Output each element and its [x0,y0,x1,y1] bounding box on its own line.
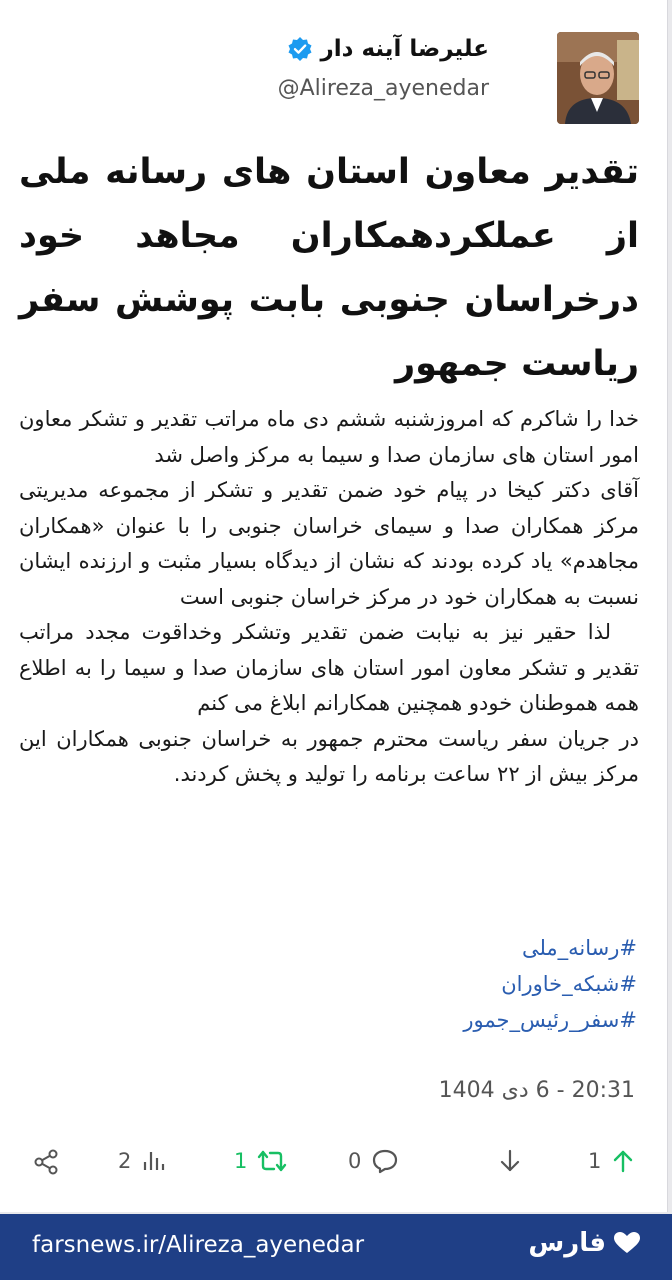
body-paragraph: لذا حقیر نیز به نیابت ضمن تقدیر وتشکر وخداقوت مجدد مراتب تقدیر و تشکر معاون امور استان های سازمان صدا و سیما را به اطلاع همه هموطنان خودو همچنین همکارانم ابلاغ می کنم [19,620,639,715]
reply-button[interactable] [348,1148,399,1174]
hashtag-list [77,930,637,1038]
action-bar [0,1140,668,1192]
author-name-row [287,36,489,62]
retweet-icon [257,1148,287,1174]
views-button[interactable] [118,1148,167,1174]
share-icon [32,1148,60,1176]
reply-count: 0 [348,1149,362,1173]
fars-logo [528,1228,642,1258]
source-footer [0,1214,672,1280]
retweet-count: 1 [234,1149,248,1173]
upvote-button[interactable] [588,1148,635,1174]
hashtag-link[interactable]: #رسانه_ملی [521,936,637,960]
author-handle[interactable]: @Alireza_ayenedar [277,76,489,101]
author-name[interactable]: علیرضا آینه دار [320,36,489,62]
hashtag-link[interactable]: #سفر_رئیس_جمور [463,1008,637,1032]
arrow-down-icon [498,1148,522,1174]
post-title: تقدیر معاون استان های رسانه ملی از عملکردهمکاران مجاهد خود درخراسان جنوبی بابت پوشش سفر ریاست جمهور [19,152,639,384]
arrow-up-icon [611,1148,635,1174]
footer-url[interactable]: farsnews.ir/Alireza_ayenedar [32,1232,365,1258]
body-paragraph: آقای دکتر کیخا در پیام خود ضمن تقدیر و تشکر از مجموعه مدیریتی مرکز همکاران صدا و سیمای خراسان جنوبی را با عنوان «همکاران مجاهدم» یاد کرده بودند که نشان از دیدگاه بسیار مثبت و ارزنده ایشان نسبت به همکاران خود در مرکز خراسان جنوبی است [19,478,639,609]
share-button[interactable] [32,1148,60,1176]
views-count: 2 [118,1149,132,1173]
verified-badge-icon [287,36,313,62]
comment-icon [371,1148,399,1174]
post-timestamp[interactable]: 20:31 - 6 دی 1404 [438,1078,635,1103]
fars-logo-icon [612,1230,642,1256]
hashtag-link[interactable]: #شبکه_خاوران [501,972,637,996]
post-header [19,30,639,126]
retweet-button[interactable] [234,1148,287,1174]
body-paragraph: در جریان سفر ریاست محترم جمهور به خراسان جنوبی همکاران این مرکز بیش از ۲۲ ساعت برنامه را تولید و پخش کردند. [19,726,639,786]
logo-text: فارس [528,1228,606,1258]
body-paragraph: خدا را شاکرم که امروزشنبه ششم دی ماه مراتب تقدیر و تشکر معاون امور استان های سازمان صدا و سیما به مرکز واصل شد [19,407,639,467]
analytics-icon [141,1148,167,1174]
avatar[interactable] [557,32,639,124]
upvote-count: 1 [588,1149,602,1173]
post-body [19,402,639,793]
downvote-button[interactable] [498,1148,522,1174]
